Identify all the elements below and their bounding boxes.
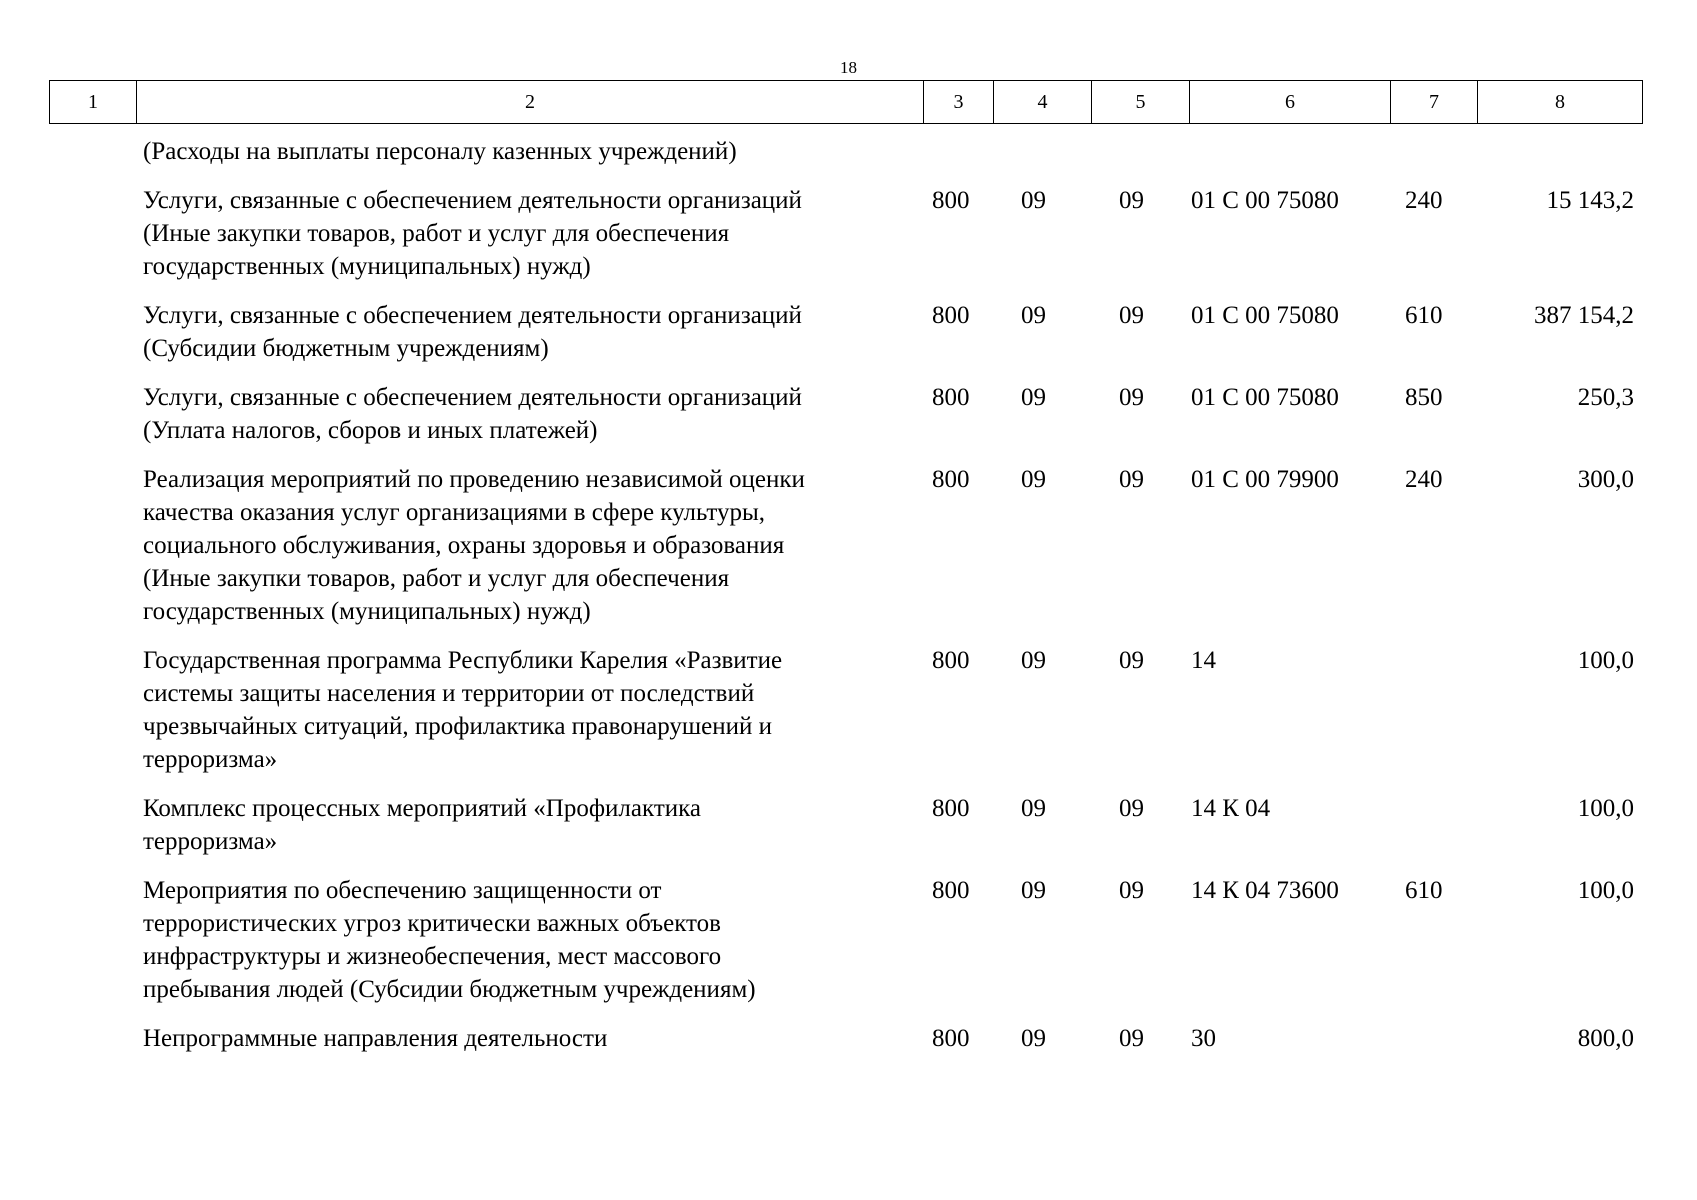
table-row xyxy=(0,184,1697,283)
column-header-row xyxy=(50,81,1643,124)
column-header-4: 4 xyxy=(994,81,1092,124)
budget-table-body xyxy=(0,135,1697,1055)
row-description: Услуги, связанные с обеспечением деятельности организаций (Субсидии бюджетным учреждениям) xyxy=(143,302,802,362)
row-col6: 14 К 04 73600 xyxy=(1191,877,1339,904)
row-col8: 250,3 xyxy=(1577,384,1634,411)
row-col4: 09 xyxy=(1021,647,1046,674)
column-header-5: 5 xyxy=(1092,81,1190,124)
table-row xyxy=(0,135,1697,168)
row-col3: 800 xyxy=(932,466,970,493)
row-col5: 09 xyxy=(1119,1025,1144,1052)
row-col4: 09 xyxy=(1021,302,1046,329)
column-header-7: 7 xyxy=(1391,81,1478,124)
row-col7: 850 xyxy=(1405,384,1443,411)
row-col3: 800 xyxy=(932,1025,970,1052)
row-col8: 800,0 xyxy=(1577,1025,1634,1052)
row-col8: 300,0 xyxy=(1577,466,1634,493)
row-col5: 09 xyxy=(1119,384,1144,411)
column-header-table xyxy=(49,80,1643,124)
row-col3: 800 xyxy=(932,302,970,329)
row-col7: 240 xyxy=(1405,466,1443,493)
row-col8: 387 154,2 xyxy=(1534,302,1634,329)
column-header-2: 2 xyxy=(137,81,924,124)
row-description: Реализация мероприятий по проведению независимой оценки качества оказания услуг организациями в сфере культуры, социального обслуживания, охраны здоровья и образования (Иные закупки товаров, работ и услуг для обеспечения государственных (муниципальных) нужд) xyxy=(143,466,805,625)
row-col5: 09 xyxy=(1119,466,1144,493)
row-col7: 240 xyxy=(1405,187,1443,214)
row-col8: 15 143,2 xyxy=(1546,187,1634,214)
table-row xyxy=(0,644,1697,776)
row-col6: 01 С 00 79900 xyxy=(1191,466,1339,493)
row-col8: 100,0 xyxy=(1577,647,1634,674)
row-col4: 09 xyxy=(1021,877,1046,904)
row-col6: 01 С 00 75080 xyxy=(1191,384,1339,411)
row-description: (Расходы на выплаты персоналу казенных учреждений) xyxy=(143,138,737,165)
column-header-8: 8 xyxy=(1478,81,1643,124)
row-col6: 30 xyxy=(1191,1025,1216,1052)
row-col4: 09 xyxy=(1021,1025,1046,1052)
row-col4: 09 xyxy=(1021,384,1046,411)
row-col5: 09 xyxy=(1119,647,1144,674)
row-col3: 800 xyxy=(932,384,970,411)
row-col8: 100,0 xyxy=(1577,795,1634,822)
row-description: Услуги, связанные с обеспечением деятельности организаций (Иные закупки товаров, работ и услуг для обеспечения государственных (муниципальных) нужд) xyxy=(143,187,802,280)
row-description: Мероприятия по обеспечению защищенности от террористических угроз критически важных объектов инфраструктуры и жизнеобеспечения, мест массового пребывания людей (Субсидии бюджетным учреждениям) xyxy=(143,877,756,1003)
row-col5: 09 xyxy=(1119,795,1144,822)
row-col3: 800 xyxy=(932,877,970,904)
row-col3: 800 xyxy=(932,647,970,674)
row-col3: 800 xyxy=(932,795,970,822)
table-row xyxy=(0,874,1697,1006)
row-col4: 09 xyxy=(1021,187,1046,214)
row-col7: 610 xyxy=(1405,877,1443,904)
row-col6: 14 К 04 xyxy=(1191,795,1271,822)
table-row xyxy=(0,1022,1697,1055)
row-col5: 09 xyxy=(1119,302,1144,329)
row-col3: 800 xyxy=(932,187,970,214)
page-number: 18 xyxy=(840,58,857,77)
row-description: Непрограммные направления деятельности xyxy=(143,1025,608,1052)
row-col8: 100,0 xyxy=(1577,877,1634,904)
row-description: Государственная программа Республики Карелия «Развитие системы защиты населения и территории от последствий чрезвычайных ситуаций, профилактика правонарушений и терроризма» xyxy=(143,647,783,773)
row-description: Комплекс процессных мероприятий «Профилактика терроризма» xyxy=(143,795,701,855)
row-col5: 09 xyxy=(1119,187,1144,214)
column-header-1: 1 xyxy=(50,81,137,124)
table-row xyxy=(0,381,1697,447)
table-row xyxy=(0,463,1697,628)
row-col5: 09 xyxy=(1119,877,1144,904)
table-row xyxy=(0,299,1697,365)
column-header-6: 6 xyxy=(1190,81,1391,124)
row-col6: 01 С 00 75080 xyxy=(1191,302,1339,329)
row-col4: 09 xyxy=(1021,466,1046,493)
row-col4: 09 xyxy=(1021,795,1046,822)
column-header-3: 3 xyxy=(924,81,994,124)
row-description: Услуги, связанные с обеспечением деятельности организаций (Уплата налогов, сборов и иных платежей) xyxy=(143,384,802,444)
row-col6: 01 С 00 75080 xyxy=(1191,187,1339,214)
row-col6: 14 xyxy=(1191,647,1216,674)
table-row xyxy=(0,792,1697,858)
row-col7: 610 xyxy=(1405,302,1443,329)
